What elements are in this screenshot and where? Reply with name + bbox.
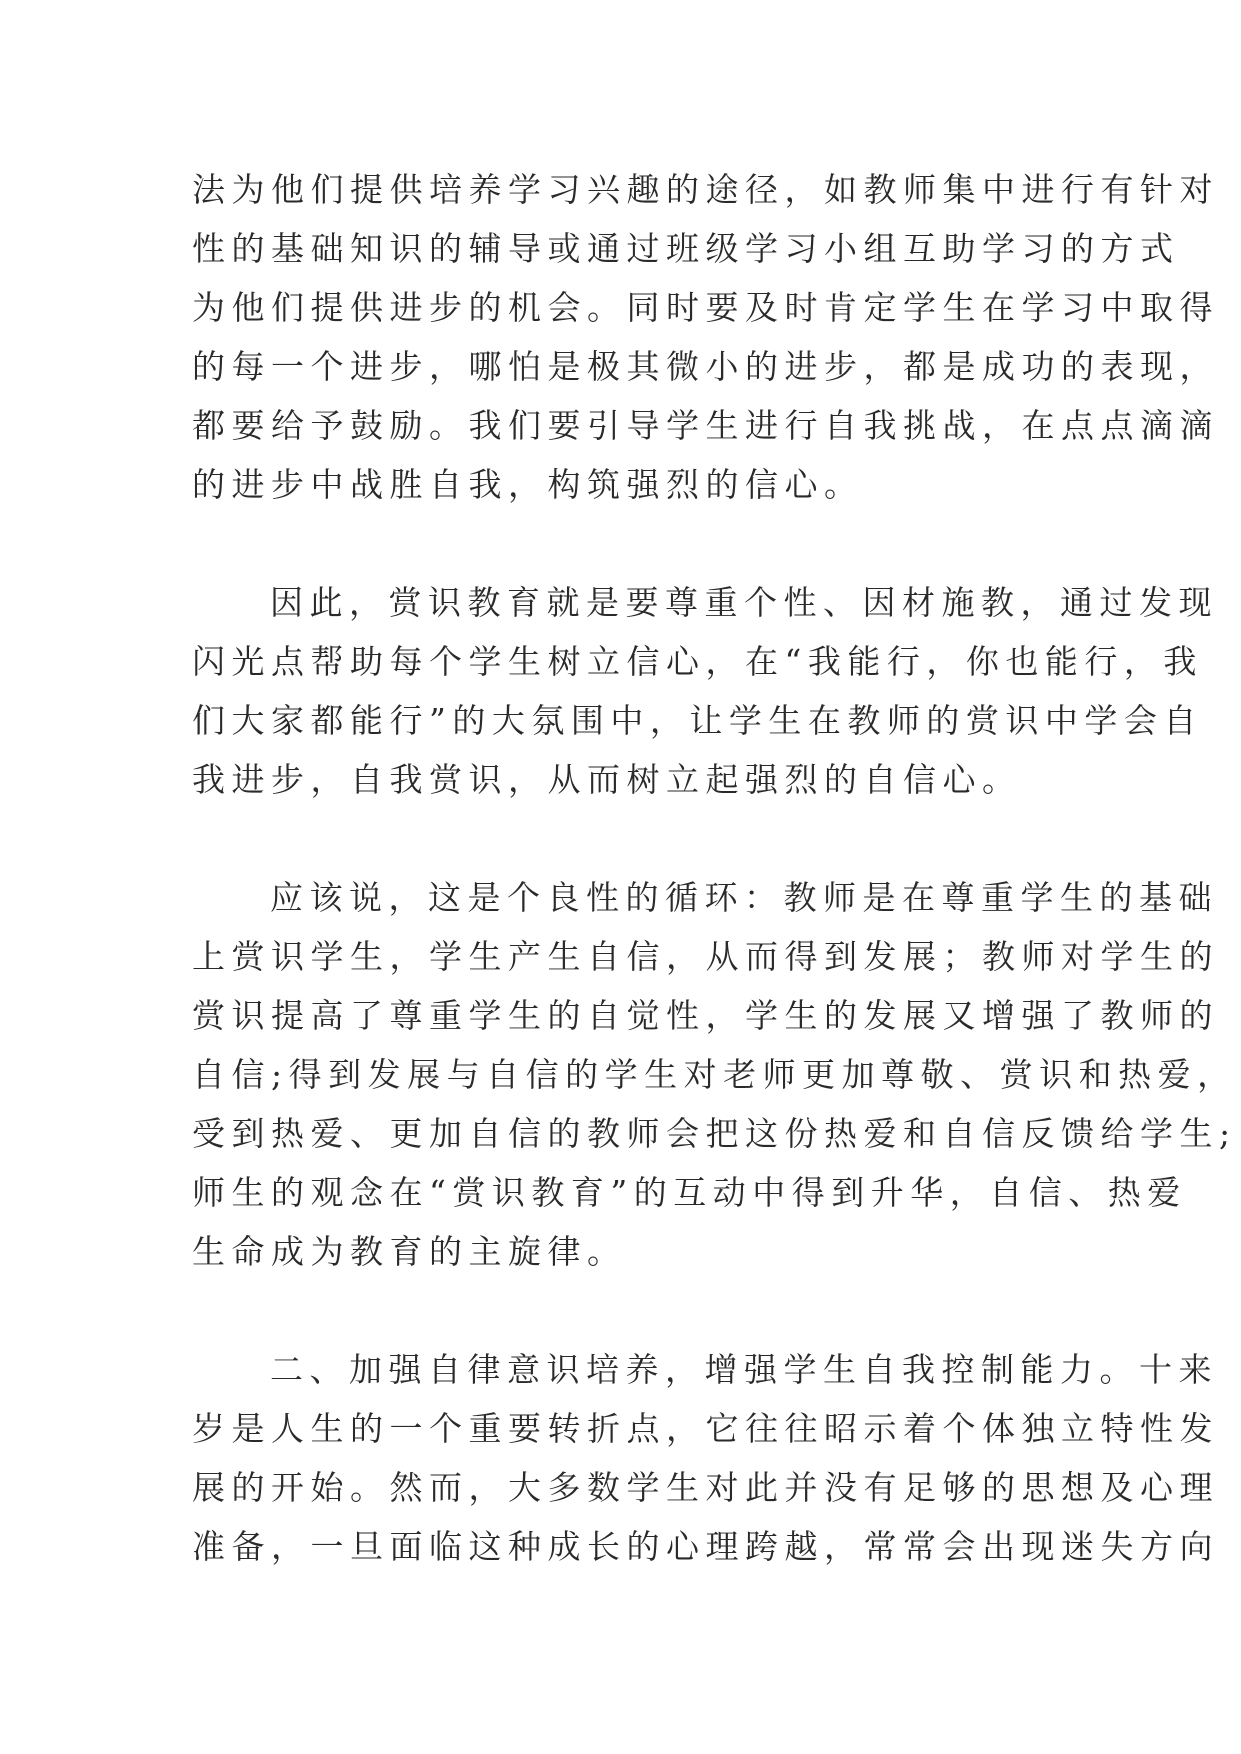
paragraph-2 — [192, 573, 1218, 809]
text-line: 自信;得到发展与自信的学生对老师更加尊敬、赏识和热爱， — [192, 1055, 1237, 1094]
paragraph-1 — [192, 160, 1219, 514]
text-line: 为他们提供进步的机会。同时要及时肯定学生在学习中取得 — [192, 288, 1219, 327]
text-line: 受到热爱、更加自信的教师会把这份热爱和自信反馈给学生; — [192, 1114, 1237, 1153]
text-line: 们大家都能行”的大氛围中，让学生在教师的赏识中学会自 — [192, 701, 1203, 740]
text-line: 准备，一旦面临这种成长的心理跨越，常常会出现迷失方向 — [192, 1527, 1219, 1566]
paragraph-3 — [192, 868, 1237, 1281]
text-line: 赏识提高了尊重学生的自觉性，学生的发展又增强了教师的 — [192, 996, 1219, 1035]
text-line: 岁是人生的一个重要转折点，它往往昭示着个体独立特性发 — [192, 1409, 1219, 1448]
text-line: 上赏识学生，学生产生自信，从而得到发展；教师对学生的 — [192, 937, 1219, 976]
paragraph-4 — [192, 1340, 1219, 1576]
document-body — [192, 160, 1237, 1576]
text-line: 都要给予鼓励。我们要引导学生进行自我挑战，在点点滴滴 — [192, 406, 1219, 445]
text-line: 生命成为教育的主旋律。 — [192, 1232, 627, 1271]
text-line: 我进步，自我赏识，从而树立起强烈的自信心。 — [192, 760, 1022, 799]
text-line: 因此，赏识教育就是要尊重个性、因材施教，通过发现 — [270, 583, 1218, 622]
text-line: 应该说，这是个良性的循环：教师是在尊重学生的基础 — [270, 878, 1218, 917]
text-line: 展的开始。然而，大多数学生对此并没有足够的思想及心理 — [192, 1468, 1219, 1507]
text-line: 性的基础知识的辅导或通过班级学习小组互助学习的方式 — [192, 229, 1180, 268]
text-line: 闪光点帮助每个学生树立信心，在“我能行，你也能行，我 — [192, 642, 1203, 681]
text-line: 的每一个进步，哪怕是极其微小的进步，都是成功的表现， — [192, 347, 1219, 386]
text-line: 的进步中战胜自我，构筑强烈的信心。 — [192, 465, 864, 504]
text-line: 师生的观念在“赏识教育”的互动中得到升华，自信、热爱 — [192, 1173, 1187, 1212]
text-line: 二、加强自律意识培养，增强学生自我控制能力。十来 — [270, 1350, 1218, 1389]
text-line: 法为他们提供培养学习兴趣的途径，如教师集中进行有针对 — [192, 170, 1219, 209]
